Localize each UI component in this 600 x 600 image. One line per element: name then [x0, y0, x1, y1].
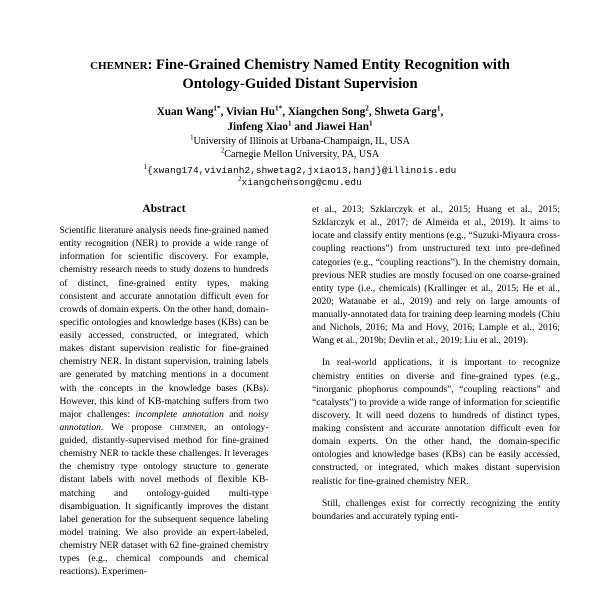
author-entry	[227, 118, 316, 133]
column-left	[40, 203, 288, 600]
abstract-method-name: chemner	[169, 421, 204, 433]
author-separator: ,	[220, 105, 227, 118]
abstract-heading: Abstract	[142, 203, 186, 215]
email-marker: 1	[143, 163, 148, 171]
abstract-text-4: , an ontology-guided, distantly-supervised method for fine-grained chemistry NER to tackle these challenges. It leverages the chemistry type ontology structure to generate distant labels with novel methods of flexible KB-matching and ontology-guided multi-type disambiguation. It significantly improves the distant label generation for the subsequent sequence labeling model training. We also provide an expert-labeled, chemistry NER dataset with 62 fine-grained chemistry types (e.g., chemical compounds and chemical reactions). Experimen-	[59, 421, 269, 578]
abstract-text-1: Scientific literature analysis needs fine-grained named entity recognition (NER) to provide a wide range of information for scientific discovery. For example, chemistry research needs to study dozens to hundreds of distinct, fine-grained entity types, making consistent and accurate annotation difficult even for crowds of domain experts. On the other hand, domain-specific ontologies and knowledge bases (KBs) can be easily accessed, constructed, or integrated, which makes distant supervision realistic for fine-grained chemistry NER. In distant supervision, training labels are generated by matching mentions in a document with the concepts in the knowledge bases (KBs). However, this kind of KB-matching suffers from two major challenges:	[59, 225, 269, 420]
abstract-text-3: . We propose	[100, 421, 170, 433]
body-columns	[0, 203, 600, 600]
title-block	[0, 0, 600, 190]
author-name: Shweta Garg	[374, 105, 437, 118]
email-marker: 2	[238, 175, 242, 183]
author-name: Jinfeng Xiao	[227, 120, 288, 133]
author-entry	[288, 106, 375, 118]
author-affiliation-marker: 1	[288, 118, 292, 127]
abstract-italic-1: incomplete annotation	[135, 408, 224, 420]
author-list	[70, 105, 530, 134]
author-entry	[226, 106, 288, 118]
abstract-paragraph	[60, 224, 269, 578]
email-list	[70, 165, 530, 190]
author-affiliation-marker: 1*	[213, 104, 221, 113]
author-name: Vivian Hu	[226, 105, 276, 118]
affiliation-marker: 2	[220, 147, 225, 155]
paper-title-line2: Ontology-Guided Distant Supervision	[182, 76, 418, 93]
intro-paragraph-2: In real-world applications, it is important to recognize chemistry entities on diverse and fine-grained types (e.g., “inorganic phophorus compounds”, “coupling reactions” and “catalysts”) to provide a wide range of information for scientific discovery. It will need dozens to hundreds of distinct types, making consistent and accurate annotation difficult even for domain experts. On the other hand, the domain-specific ontologies and knowledge bases (KBs) can be easily accessed, constructed, or integrated, which makes distant supervision realistic for fine-grained chemistry NER.	[312, 357, 560, 487]
email-address: {xwang174,vivianh2,shwetag2,jxiao13,hanj}@illinois.edu	[147, 164, 457, 176]
author-line-1	[70, 105, 530, 120]
author-separator: ,	[440, 105, 444, 118]
affiliation-list	[70, 136, 530, 161]
author-separator: ,	[368, 105, 375, 118]
author-entry	[374, 106, 443, 118]
author-separator: and	[291, 120, 316, 133]
author-name: Jiawei Han	[315, 120, 369, 133]
email-item	[70, 177, 530, 190]
affiliation-marker: 1	[190, 134, 194, 142]
paper-title-acronym: chemner	[90, 56, 148, 73]
author-entry	[157, 106, 226, 118]
author-affiliation-marker: 1	[369, 118, 373, 127]
author-affiliation-marker: 1*	[275, 104, 283, 113]
page-title	[70, 55, 530, 94]
author-line-2	[70, 120, 530, 135]
author-separator: ,	[282, 105, 288, 118]
abstract-italic-2: noisy annotation	[59, 408, 269, 433]
affiliation-text: Carnegie Mellon University, PA, USA	[224, 148, 380, 160]
email-item	[70, 165, 530, 178]
intro-paragraph-3: Still, challenges exist for correctly recognizing the entity boundaries and accurately typing enti-	[312, 497, 560, 522]
author-name: Xiangchen Song	[287, 105, 366, 118]
abstract-body	[60, 224, 269, 578]
email-address: xiangchensong@cmu.edu	[241, 177, 362, 189]
author-entry	[315, 118, 373, 133]
affiliation-item	[70, 149, 530, 162]
author-name: Xuan Wang	[156, 105, 214, 118]
author-affiliation-marker: 1	[436, 104, 441, 113]
author-affiliation-marker: 2	[365, 104, 369, 113]
paper-title-line1-rest: : Fine-Grained Chemistry Named Entity Recognition with	[147, 57, 510, 73]
intro-paragraph-1: et al., 2013; Szklarczyk et al., 2015; Huang et al., 2015; Szklarczyk et al., 2017; de Almeida et al., 2019). It aims to locate and classify entity mentions (e.g., “Suzuki-Miyaura cross-coupling reactions”) from unstructured text into pre-defined categories (e.g., “coupling reactions”). In the chemistry domain, previous NER studies are mostly focused on one coarse-grained entity type (i.e., chemicals) (Krallinger et al., 2015; He et al., 2020; Watanabe et al., 2019) and rely on large amounts of manually-annotated data for training deep learning models (Chiu and Nichols, 2016; Ma and Hovy, 2016; Lample et al., 2016; Wang et al., 2019b; Devlin et al., 2019; Liu et al., 2019).	[312, 204, 560, 347]
affiliation-item	[70, 136, 530, 149]
affiliation-text: University of Illinois at Urbana-Champaign, IL, USA	[193, 136, 410, 148]
abstract-text-2: and	[223, 408, 249, 420]
column-right	[312, 203, 560, 600]
